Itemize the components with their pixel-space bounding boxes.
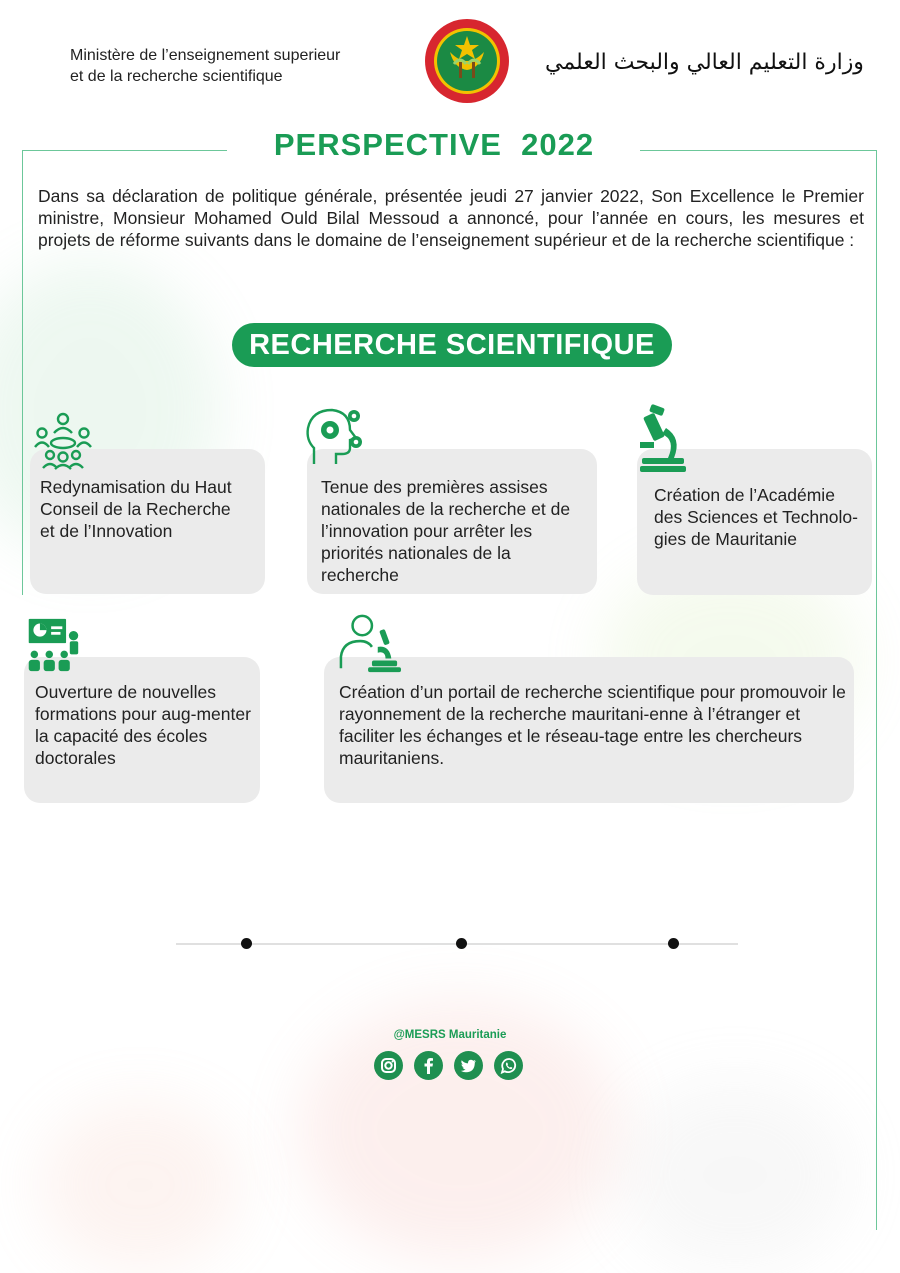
measure-text: Redynamisation du Haut Conseil de la Recherche et de l’Innovation bbox=[40, 477, 232, 541]
measure-card bbox=[324, 657, 854, 803]
instagram-icon[interactable] bbox=[374, 1051, 403, 1080]
timeline-dot bbox=[456, 938, 467, 949]
researcher-microscope-icon bbox=[338, 612, 402, 674]
measure-text: Création de l’Académie des Sciences et Technolo-gies de Mauritanie bbox=[654, 485, 858, 549]
frame-line bbox=[876, 150, 877, 1230]
meeting-people-icon bbox=[33, 411, 93, 471]
ministry-name-ar: وزارة التعليم العالي والبحث العلمي bbox=[545, 50, 864, 75]
measure-card bbox=[24, 657, 260, 803]
measure-text: Tenue des premières assises nationales de la recherche et de l’innovation pour arrêter les priorités nationales de la recherche bbox=[321, 477, 571, 585]
intro-paragraph: Dans sa déclaration de politique générale, présentée jeudi 27 janvier 2022, Son Excellence le Premier ministre, Monsieur Mohamed Ould Bilal Messoud a annoncé, pour l’année en cours, les mesures et projets de réforme suivants dans le domaine de l’enseignement supérieur et de la recherche scientifique : bbox=[38, 186, 864, 250]
twitter-icon[interactable] bbox=[454, 1051, 483, 1080]
national-emblem-logo bbox=[424, 18, 510, 104]
page-title: PERSPECTIVE 2022 bbox=[273, 127, 595, 162]
measure-card bbox=[307, 449, 597, 594]
measure-text: Création d’un portail de recherche scientifique pour promouvoir le rayonnement de la recherche mauritani-enne à l’étranger et faciliter les échanges et le réseau-tage entre les chercheurs mauritaniens. bbox=[339, 682, 846, 768]
whatsapp-icon[interactable] bbox=[494, 1051, 523, 1080]
ministry-name-fr-line2: et de la recherche scientifique bbox=[70, 68, 283, 85]
frame-line bbox=[22, 150, 23, 595]
social-handle: @MESRS Mauritanie bbox=[393, 1029, 507, 1041]
timeline-dot bbox=[241, 938, 252, 949]
presentation-class-icon bbox=[25, 615, 81, 675]
background-shape bbox=[40, 1100, 240, 1270]
ministry-name-fr-line1: Ministère de l’enseignement superieur bbox=[70, 47, 341, 64]
facebook-icon[interactable] bbox=[414, 1051, 443, 1080]
microscope-icon bbox=[638, 404, 688, 474]
section-heading: RECHERCHE SCIENTIFIQUE bbox=[232, 323, 672, 367]
measure-text: Ouverture de nouvelles formations pour aug-menter la capacité des écoles doctorales bbox=[35, 682, 251, 768]
background-shape bbox=[620, 1080, 850, 1270]
timeline-dot bbox=[668, 938, 679, 949]
ministry-name-fr bbox=[70, 45, 340, 87]
head-gears-icon bbox=[304, 404, 368, 468]
